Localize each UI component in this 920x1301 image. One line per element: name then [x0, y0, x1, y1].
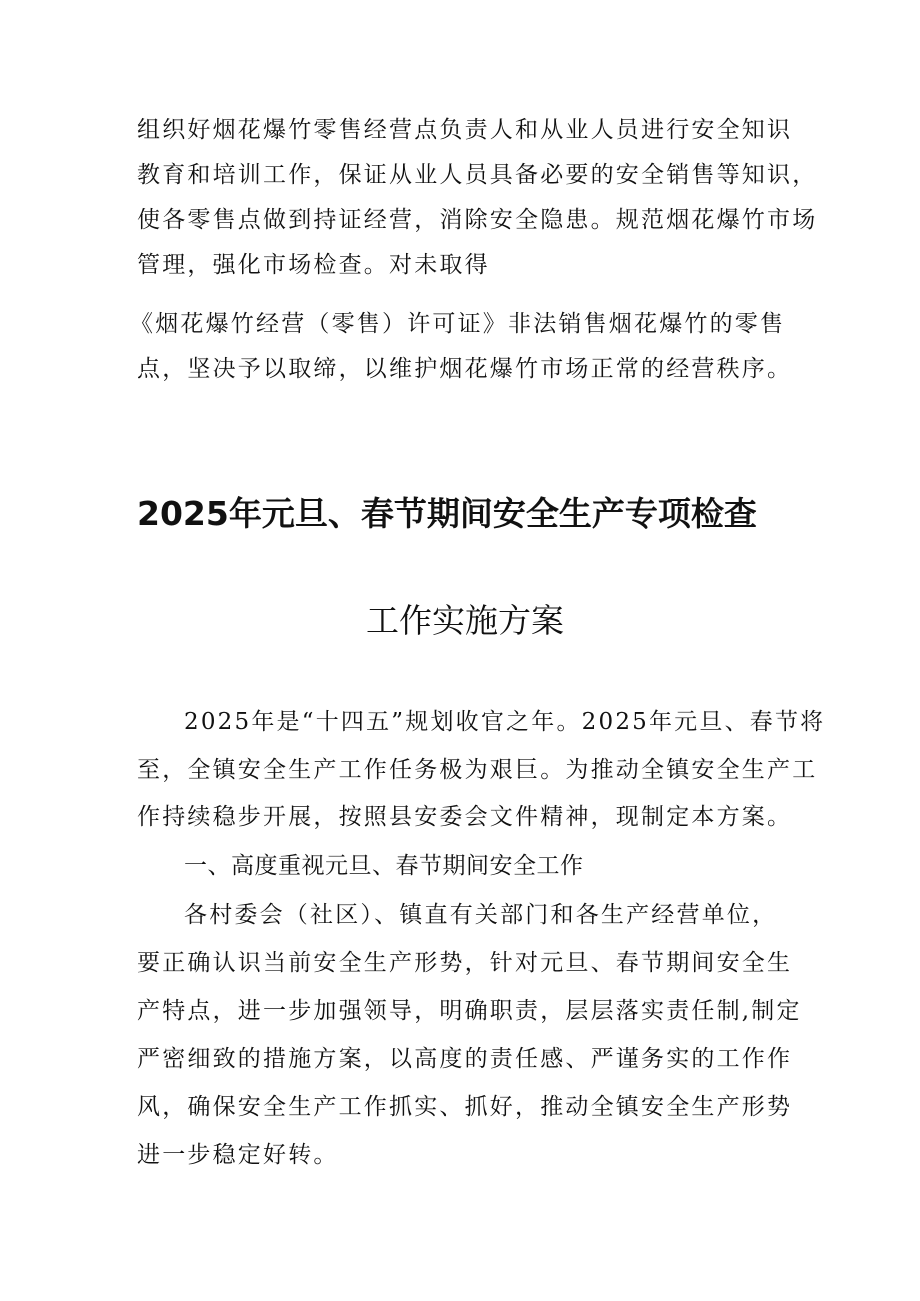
paragraph-line: 严密细致的措施方案，以高度的责任感、严谨务实的工作作 — [137, 1046, 793, 1072]
section-heading: 一、高度重视元旦、春节期间安全工作 — [184, 853, 584, 879]
paragraph-line: 作持续稳步开展，按照县安委会文件精神，现制定本方案。 — [137, 804, 793, 830]
paragraph-line: 管理，强化市场检查。对未取得 — [137, 252, 490, 278]
title-line-1: 2025年元旦、春节期间安全生产专项检查 — [137, 494, 757, 533]
paragraph-line: 2025年是“十四五”规划收官之年。2025年元旦、春节将 — [184, 709, 826, 735]
paragraph-line: 《烟花爆竹经营（零售）许可证》非法销售烟花爆竹的零售 — [130, 311, 786, 337]
paragraph-line: 组织好烟花爆竹零售经营点负责人和从业人员进行安全知识 — [137, 117, 793, 143]
paragraph-line: 风，确保安全生产工作抓实、抓好，推动全镇安全生产形势 — [137, 1094, 793, 1120]
paragraph-line: 各村委会（社区）、镇直有关部门和各生产经营单位， — [184, 902, 778, 928]
title-line-2: 工作实施方案 — [366, 601, 564, 640]
paragraph-line: 教育和培训工作，保证从业人员具备必要的安全销售等知识， — [137, 162, 818, 188]
paragraph-line: 至，全镇安全生产工作任务极为艰巨。为推动全镇安全生产工 — [137, 757, 818, 783]
paragraph-line: 点，坚决予以取缔，以维护烟花爆竹市场正常的经营秩序。 — [137, 356, 793, 382]
paragraph-line: 进一步稳定好转。 — [137, 1142, 339, 1168]
paragraph-line: 要正确认识当前安全生产形势，针对元旦、春节期间安全生 — [137, 950, 793, 976]
paragraph-line: 产特点，进一步加强领导，明确职责，层层落实责任制,制定 — [137, 998, 802, 1024]
paragraph-line: 使各零售点做到持证经营，消除安全隐患。规范烟花爆竹市场 — [137, 207, 818, 233]
